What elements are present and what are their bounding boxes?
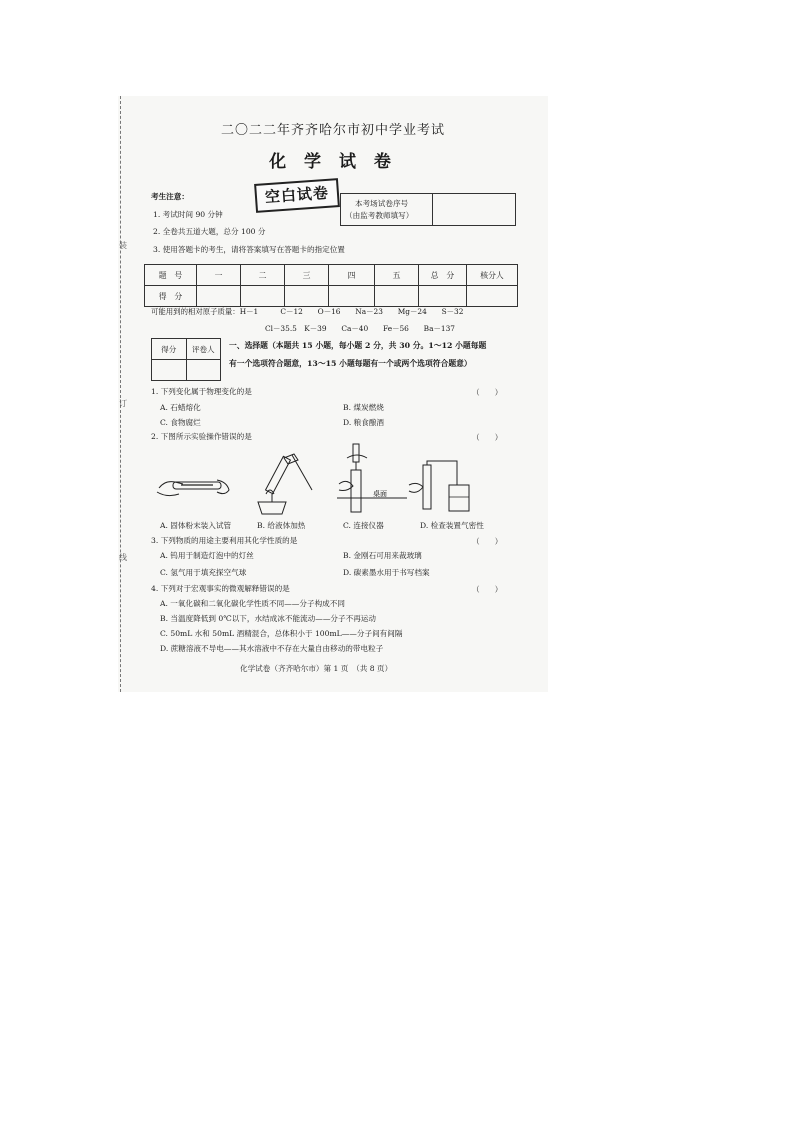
- q3-stem: 3. 下列物质的用途主要利用其化学性质的是: [151, 536, 298, 545]
- binding-line: [120, 96, 121, 692]
- grader-box: [151, 338, 221, 381]
- q3-answer-paren: （ ）: [472, 537, 503, 546]
- q3-option-d: D. 碳素墨水用于书写档案: [343, 568, 430, 577]
- score-header-cell: 一: [197, 265, 241, 286]
- notice-1: 1. 考试时间 90 分钟: [153, 210, 223, 219]
- grader-name-label: 评卷人: [186, 339, 221, 360]
- score-cell: [241, 286, 285, 307]
- seat-box-line1: 本考场试卷序号: [355, 199, 409, 208]
- section1-heading: 一、选择题（本题共 15 小题，每小题 2 分，共 30 分。1～12 小题每题: [229, 341, 487, 350]
- score-table-header-row: [145, 265, 518, 286]
- score-header-cell: 四: [329, 265, 375, 286]
- score-header-cell: 二: [241, 265, 285, 286]
- score-header-cell: 三: [285, 265, 329, 286]
- figure-b-heating-liquid: [252, 450, 322, 520]
- score-row-label: 得 分: [145, 286, 197, 307]
- seat-number-box: [340, 193, 516, 226]
- score-table: [144, 264, 518, 307]
- score-cell: [329, 286, 375, 307]
- q3-option-b: B. 金刚石可用来裁玻璃: [343, 551, 422, 560]
- q4-option-c: C. 50mL 水和 50mL 酒精混合，总体积小于 100mL——分子间有间隔: [160, 629, 403, 638]
- grader-score-label: 得分: [152, 339, 187, 360]
- score-cell: [197, 286, 241, 307]
- score-header-cell: 五: [375, 265, 419, 286]
- exam-subtitle: 化 学 试 卷: [269, 152, 397, 172]
- score-header-cell: 核分人: [467, 265, 518, 286]
- notice-heading: 考生注意：: [151, 192, 189, 201]
- q1-option-c: C. 食物腐烂: [160, 418, 201, 427]
- score-cell: [419, 286, 467, 307]
- q3-option-c: C. 氢气用于填充探空气球: [160, 568, 247, 577]
- q1-option-b: B. 煤炭燃烧: [343, 403, 384, 412]
- q4-answer-paren: （ ）: [472, 585, 503, 594]
- q2-option-b: B. 给液体加热: [257, 521, 306, 530]
- binding-mark-ding: 订: [119, 399, 127, 408]
- q4-option-a: A. 一氧化碳和二氧化碳化学性质不同——分子构成不同: [160, 599, 345, 608]
- page-footer: 化学试卷（齐齐哈尔市）第 1 页 （共 8 页）: [240, 664, 393, 673]
- q2-option-d: D. 检查装置气密性: [420, 521, 484, 530]
- notice-2: 2. 全卷共五道大题，总分 100 分: [153, 227, 266, 236]
- blank-paper-stamp: 空白试卷: [254, 178, 340, 213]
- grader-score-cell: [152, 360, 187, 381]
- q2-option-a: A. 固体粉末装入试管: [160, 521, 232, 530]
- score-header-cell: 总 分: [419, 265, 467, 286]
- figure-a-powder-into-tube: [155, 458, 235, 508]
- q2-answer-paren: （ ）: [472, 433, 503, 442]
- q1-option-a: A. 石蜡熔化: [160, 403, 201, 412]
- q4-option-d: D. 蔗糖溶液不导电——其水溶液中不存在大量自由移动的带电粒子: [160, 644, 384, 653]
- q3-option-a: A. 钨用于制造灯泡中的灯丝: [160, 551, 254, 560]
- section1-heading-cont: 有一个选项符合题意，13～15 小题每题有一个或两个选项符合题意）: [229, 359, 472, 368]
- score-cell: [285, 286, 329, 307]
- atomic-masses-line2: Cl－35.5 K－39 Ca－40 Fe－56 Ba－137: [265, 324, 455, 333]
- q1-option-d: D. 粮食酿酒: [343, 418, 385, 427]
- notice-3: 3. 使用答题卡的考生，请将答案填写在答题卡的指定位置: [153, 245, 345, 254]
- atomic-masses-line1: 可能用到的相对原子质量：H－1 C－12 O－16 Na－23 Mg－24 S－32: [151, 307, 464, 316]
- score-table-score-row: [145, 286, 518, 307]
- binding-mark-xian: 线: [119, 553, 127, 562]
- q4-stem: 4. 下列对于宏观事实的微观解释错误的是: [151, 584, 290, 593]
- figure-d-check-airtightness: [405, 455, 485, 517]
- q4-option-b: B. 当温度降低到 0℃以下，水结成冰不能流动——分子不再运动: [160, 614, 376, 623]
- q1-answer-paren: （ ）: [472, 388, 503, 397]
- figure-c-desk-label: 桌面: [373, 490, 387, 498]
- grader-name-cell: [186, 360, 221, 381]
- seat-box-line2: （由监考教师填写）: [345, 211, 414, 220]
- q2-stem: 2. 下图所示实验操作错误的是: [151, 432, 252, 441]
- q1-stem: 1. 下列变化属于物理变化的是: [151, 387, 252, 396]
- binding-mark-zhuang: 装: [119, 241, 127, 250]
- score-cell: [375, 286, 419, 307]
- exam-title: 二〇二二年齐齐哈尔市初中学业考试: [220, 123, 445, 138]
- score-header-cell: 题 号: [145, 265, 197, 286]
- q2-option-c: C. 连接仪器: [343, 521, 384, 530]
- figure-c-connecting-apparatus: [337, 440, 407, 520]
- score-cell: [467, 286, 518, 307]
